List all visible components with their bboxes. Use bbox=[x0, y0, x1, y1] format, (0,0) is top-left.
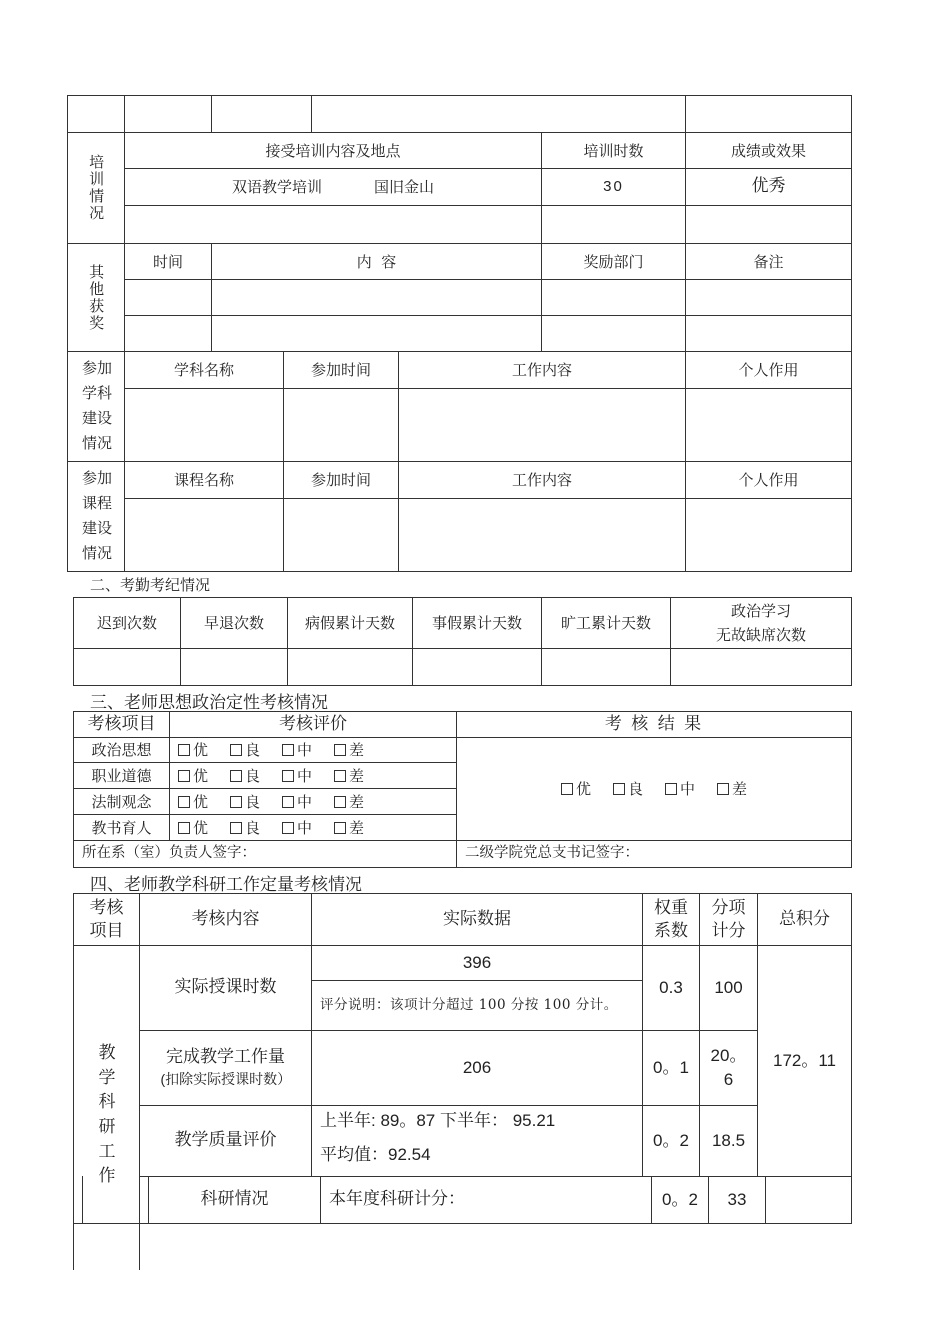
training-header-result: 成绩或效果 bbox=[730, 141, 806, 160]
attendance-title: 二、考勤考纪情况 bbox=[90, 576, 211, 594]
option-label: 差 bbox=[349, 818, 365, 837]
political-header-result: 考 核 结 果 bbox=[604, 713, 704, 734]
option-checkbox-2[interactable] bbox=[282, 764, 312, 788]
option-label: 中 bbox=[297, 741, 313, 759]
checkbox-icon[interactable] bbox=[282, 796, 294, 808]
awards-header-time: 时间 bbox=[152, 252, 183, 271]
quant-r3-data-1: 上半年: 89。87 下半年： 95.21 bbox=[320, 1111, 556, 1131]
attendance-header-late: 迟到次数 bbox=[96, 614, 157, 632]
training-row1-result: 优秀 bbox=[751, 176, 786, 197]
quant-r4-name: 科研情况 bbox=[200, 1189, 269, 1210]
political-header-item: 考核项目 bbox=[87, 713, 156, 734]
quant-r3-data-2: 平均值：92.54 bbox=[320, 1145, 431, 1165]
option-checkbox-0[interactable] bbox=[178, 790, 208, 814]
quant-header-weight: 权重系数 bbox=[654, 898, 688, 941]
quant-header-item: 考核项目 bbox=[89, 898, 124, 941]
quant-r4-data: 本年度科研计分： bbox=[329, 1189, 465, 1210]
option-checkbox-2[interactable] bbox=[282, 790, 312, 814]
option-label: 中 bbox=[297, 766, 313, 785]
quant-total-score: 172。11 bbox=[772, 1051, 836, 1071]
awards-header-dept: 奖励部门 bbox=[583, 252, 644, 271]
option-checkbox-2[interactable] bbox=[282, 738, 312, 762]
checkbox-icon[interactable] bbox=[282, 822, 294, 834]
checkbox-icon[interactable] bbox=[665, 783, 677, 795]
quant-header-total: 总积分 bbox=[779, 908, 830, 929]
attendance-header-political: 政治学习 无故缺席次数 bbox=[715, 602, 806, 644]
checkbox-icon[interactable] bbox=[230, 744, 242, 756]
checkbox-icon[interactable] bbox=[230, 796, 242, 808]
quant-r3-score: 18.5 bbox=[711, 1131, 746, 1151]
political-item-label: 政治思想 bbox=[91, 741, 152, 759]
political-header-eval: 考核评价 bbox=[279, 713, 347, 734]
option-label: 良 bbox=[245, 766, 261, 785]
option-checkbox-3[interactable] bbox=[334, 816, 364, 840]
training-header-content: 接受培训内容及地点 bbox=[265, 141, 401, 160]
checkbox-icon[interactable] bbox=[178, 744, 190, 756]
checkbox-icon[interactable] bbox=[230, 770, 242, 782]
option-label: 差 bbox=[732, 780, 748, 798]
quant-r2-name: 完成教学工作量 (扣除实际授课时数） bbox=[160, 1047, 292, 1088]
awards-header-note: 备注 bbox=[753, 252, 784, 271]
checkbox-icon[interactable] bbox=[334, 796, 346, 808]
training-row1-hours: 30 bbox=[603, 178, 624, 195]
option-checkbox-1[interactable] bbox=[230, 816, 260, 840]
quant-category-label: 教学科研工作 bbox=[98, 1043, 116, 1187]
option-checkbox-1[interactable] bbox=[613, 777, 643, 801]
attendance-header-early: 早退次数 bbox=[203, 614, 264, 632]
quant-r1-note: 评分说明：该项计分超过 100 分按 100 分计。 bbox=[320, 997, 618, 1014]
checkbox-icon[interactable] bbox=[282, 770, 294, 782]
quant-header-content: 考核内容 bbox=[191, 908, 260, 929]
quant-title: 四、老师教学科研工作定量考核情况 bbox=[90, 875, 362, 895]
quant-r1-data: 396 bbox=[462, 953, 492, 973]
option-checkbox-1[interactable] bbox=[230, 790, 260, 814]
quant-r3-name: 教学质量评价 bbox=[174, 1130, 277, 1151]
training-header-hours: 培训时数 bbox=[583, 141, 644, 160]
course-header-name: 课程名称 bbox=[173, 471, 234, 489]
option-checkbox-0[interactable] bbox=[178, 816, 208, 840]
option-checkbox-3[interactable] bbox=[334, 738, 364, 762]
quant-r3-weight: 0。2 bbox=[653, 1131, 689, 1151]
checkbox-icon[interactable] bbox=[282, 744, 294, 756]
course-header-role: 个人作用 bbox=[738, 471, 799, 489]
awards-section-label: 其他获奖 bbox=[87, 263, 106, 332]
option-label: 良 bbox=[245, 741, 261, 759]
option-checkbox-1[interactable] bbox=[230, 764, 260, 788]
attendance-header-sick: 病假累计天数 bbox=[304, 614, 395, 632]
option-label: 优 bbox=[193, 741, 209, 759]
discipline-section-label: 参加学科建设情况 bbox=[81, 359, 112, 452]
discipline-header-time: 参加时间 bbox=[310, 361, 371, 379]
awards-header-content: 内 容 bbox=[356, 252, 397, 271]
sign-party-secretary: 二级学院党总支书记签字： bbox=[465, 845, 639, 862]
sign-department: 所在系（室）负责人签字： bbox=[82, 845, 256, 862]
quant-r2-data: 206 bbox=[462, 1058, 492, 1078]
discipline-header-role: 个人作用 bbox=[738, 361, 799, 379]
political-options-row bbox=[170, 815, 456, 840]
political-options-row bbox=[170, 789, 456, 814]
option-label: 优 bbox=[193, 766, 209, 785]
political-options-row bbox=[170, 738, 456, 762]
option-label: 良 bbox=[245, 792, 261, 811]
checkbox-icon[interactable] bbox=[178, 822, 190, 834]
quant-r4-weight: 0。2 bbox=[662, 1190, 698, 1210]
quant-header-score: 分项计分 bbox=[711, 898, 746, 941]
option-label: 中 bbox=[297, 818, 313, 837]
option-checkbox-1[interactable] bbox=[230, 738, 260, 762]
checkbox-icon[interactable] bbox=[561, 783, 573, 795]
quant-r4-score: 33 bbox=[727, 1190, 747, 1210]
option-checkbox-0[interactable] bbox=[178, 764, 208, 788]
training-row1-content: 双语教学培训 国旧金山 bbox=[231, 178, 435, 196]
checkbox-icon[interactable] bbox=[334, 770, 346, 782]
checkbox-icon[interactable] bbox=[230, 822, 242, 834]
course-header-time: 参加时间 bbox=[310, 471, 371, 489]
option-label: 差 bbox=[349, 741, 365, 759]
checkbox-icon[interactable] bbox=[613, 783, 625, 795]
option-label: 优 bbox=[193, 818, 209, 837]
option-label: 优 bbox=[193, 792, 209, 811]
option-checkbox-3[interactable] bbox=[334, 764, 364, 788]
option-label: 中 bbox=[680, 780, 696, 798]
attendance-header-personal: 事假累计天数 bbox=[431, 614, 522, 632]
checkbox-icon[interactable] bbox=[178, 796, 190, 808]
quant-r1-weight: 0.3 bbox=[659, 978, 683, 998]
checkbox-icon[interactable] bbox=[717, 783, 729, 795]
option-checkbox-2[interactable] bbox=[282, 816, 312, 840]
quant-r2-score: 20。6 bbox=[710, 1046, 747, 1089]
option-checkbox-3[interactable] bbox=[717, 777, 747, 801]
discipline-header-name: 学科名称 bbox=[173, 361, 234, 379]
option-label: 优 bbox=[575, 780, 591, 798]
option-label: 良 bbox=[245, 818, 261, 837]
checkbox-icon[interactable] bbox=[334, 744, 346, 756]
quant-r2-weight: 0。1 bbox=[653, 1058, 689, 1078]
option-checkbox-2[interactable] bbox=[665, 777, 695, 801]
political-title: 三、老师思想政治定性考核情况 bbox=[90, 693, 328, 713]
political-item-label: 法制观念 bbox=[91, 792, 152, 811]
option-checkbox-0[interactable] bbox=[178, 738, 208, 762]
political-item-label: 职业道德 bbox=[91, 766, 152, 785]
option-label: 中 bbox=[297, 792, 313, 811]
checkbox-icon[interactable] bbox=[334, 822, 346, 834]
checkbox-icon[interactable] bbox=[178, 770, 190, 782]
option-label: 差 bbox=[349, 766, 365, 785]
option-checkbox-0[interactable] bbox=[561, 777, 591, 801]
political-result-options bbox=[457, 738, 851, 840]
option-label: 良 bbox=[627, 780, 643, 798]
training-section-label: 培训情况 bbox=[87, 154, 106, 222]
attendance-header-absent: 旷工累计天数 bbox=[560, 614, 651, 632]
discipline-header-work: 工作内容 bbox=[511, 361, 572, 379]
quant-r1-score: 100 bbox=[714, 978, 743, 998]
option-checkbox-3[interactable] bbox=[334, 790, 364, 814]
course-header-work: 工作内容 bbox=[511, 471, 572, 489]
political-options-row bbox=[170, 763, 456, 788]
quant-header-data: 实际数据 bbox=[443, 908, 511, 929]
option-label: 差 bbox=[349, 792, 365, 811]
quant-r1-name: 实际授课时数 bbox=[174, 977, 277, 998]
political-item-label: 教书育人 bbox=[91, 818, 152, 837]
course-section-label: 参加课程建设情况 bbox=[81, 469, 112, 562]
